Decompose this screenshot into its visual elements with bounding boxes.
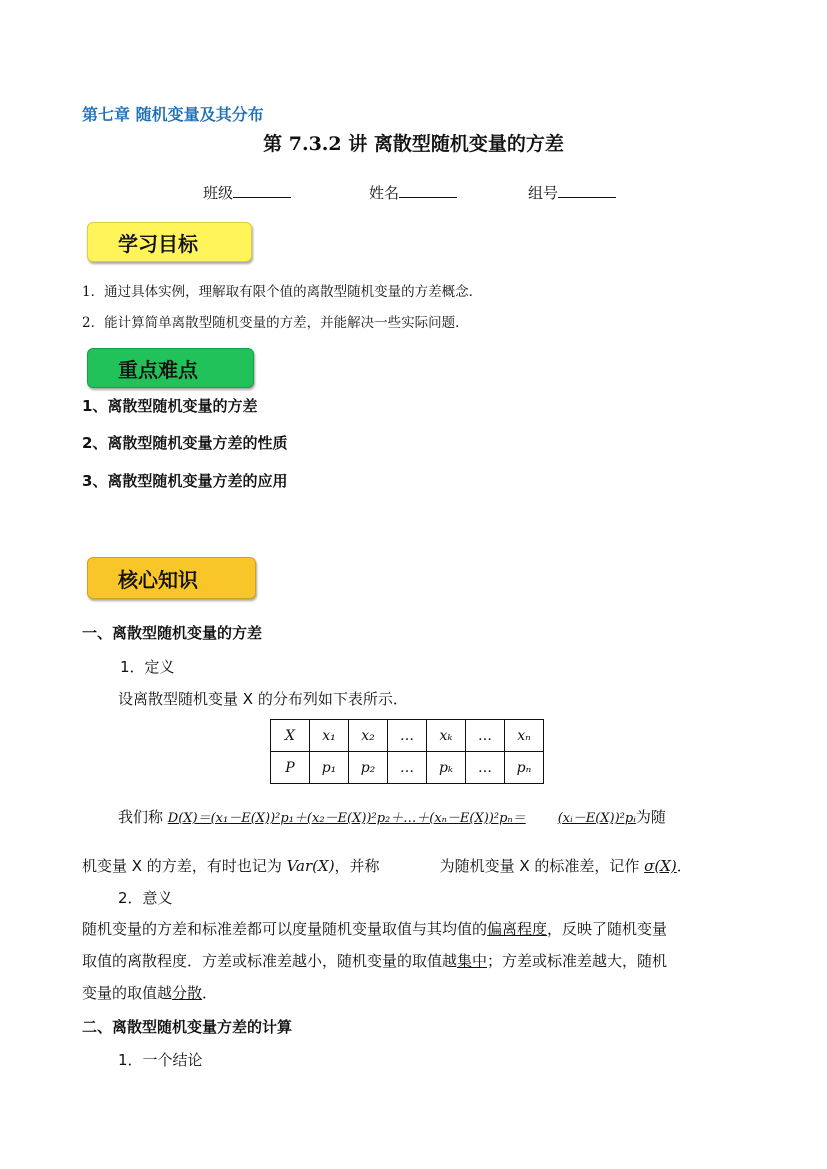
definition-intro: 设离散型随机变量 X 的分布列如下表所示． (118, 690, 408, 708)
var-notation: Var(X) (286, 857, 335, 875)
objectives-badge (87, 222, 252, 262)
objective-item: 2．能计算简单离散型随机变量的方差，并能解决一些实际问题． (82, 315, 469, 331)
meaning-label: 2．意义 (118, 889, 173, 907)
table-cell: … (466, 720, 505, 752)
variance-suffix: 为随 (635, 808, 666, 826)
objective-item: 1．通过具体实例，理解取有限个值的离散型随机变量的方差概念． (82, 284, 483, 300)
meaning-paragraph (82, 913, 742, 1009)
chapter-title: 第七章 随机变量及其分布 (82, 105, 264, 124)
meaning-text: 变量的取值越 (82, 984, 173, 1002)
meaning-underline: 集中 (457, 952, 488, 970)
name-label: 姓名 (369, 184, 400, 202)
key-points-badge-label: 重点难点 (118, 357, 198, 382)
var-intro: 机变量 X 的方差，有时也记为 (82, 857, 287, 875)
name-blank[interactable] (399, 183, 457, 198)
table-cell: X (271, 720, 310, 752)
variance-formula: D(X)＝(x₁－E(X))²p₁＋(x₂－E(X))²p₂＋…＋(xₙ－E(X))²pₙ＝ (167, 811, 526, 826)
table-cell: p₂ (349, 752, 388, 784)
key-points-badge (87, 348, 254, 388)
meaning-underline: 分散 (172, 984, 203, 1002)
table-cell: P (271, 752, 310, 784)
core-badge-label: 核心知识 (118, 567, 198, 592)
key-point-item: 1、离散型随机变量的方差 (82, 397, 258, 415)
table-cell: xₖ (427, 720, 466, 752)
key-point-item: 3、离散型随机变量方差的应用 (82, 472, 288, 490)
name-field (369, 182, 457, 203)
meaning-text: ，反映了随机变量 (547, 920, 668, 938)
section1-heading: 一、离散型随机变量的方差 (82, 624, 263, 642)
class-blank[interactable] (233, 183, 291, 198)
table-cell: … (466, 752, 505, 784)
objectives-badge-label: 学习目标 (118, 231, 198, 256)
section2-heading: 二、离散型随机变量方差的计算 (82, 1018, 293, 1036)
table-cell: x₂ (349, 720, 388, 752)
conclusion-label: 1．一个结论 (118, 1051, 203, 1069)
table-cell: pₖ (427, 752, 466, 784)
group-blank[interactable] (558, 183, 616, 198)
table-cell: pₙ (505, 752, 544, 784)
sigma-notation: σ(X) (644, 857, 677, 875)
meaning-line (82, 977, 742, 1009)
std-intro: 为随机变量 X 的标准差，记作 (439, 857, 645, 875)
class-field (203, 182, 291, 203)
group-label: 组号 (528, 184, 559, 202)
meaning-text: 取值的离散程度．方差或标准差越小，随机变量的取值越 (82, 952, 458, 970)
variance-definition-line1 (118, 806, 666, 827)
definition-label: 1．定义 (120, 658, 175, 676)
meaning-text: ． (202, 984, 218, 1002)
meaning-line (82, 913, 742, 945)
meaning-underline: 偏离程度 (487, 920, 548, 938)
page-title: 第 7.3.2 讲 离散型随机变量的方差 (263, 133, 564, 155)
table-cell: xₙ (505, 720, 544, 752)
meaning-text: 随机变量的方差和标准差都可以度量随机变量取值与其均值的 (82, 920, 488, 938)
meaning-line (82, 945, 742, 977)
class-label: 班级 (203, 184, 234, 202)
variance-sum-formula: (xᵢ－E(X))²pᵢ (557, 811, 636, 826)
group-field (528, 182, 616, 203)
line2-end: ． (676, 857, 692, 875)
variance-definition-line2 (82, 855, 692, 876)
table-cell: … (388, 752, 427, 784)
distribution-table (270, 719, 544, 784)
table-cell: p₁ (310, 752, 349, 784)
table-cell: … (388, 720, 427, 752)
table-row (271, 752, 544, 784)
meaning-text: ；方差或标准差越大，随机 (487, 952, 668, 970)
table-row (271, 720, 544, 752)
variance-prefix: 我们称 (118, 808, 168, 826)
var-and: ，并称 (334, 857, 380, 875)
key-point-item: 2、离散型随机变量方差的性质 (82, 434, 288, 452)
core-badge (87, 557, 256, 599)
table-cell: x₁ (310, 720, 349, 752)
